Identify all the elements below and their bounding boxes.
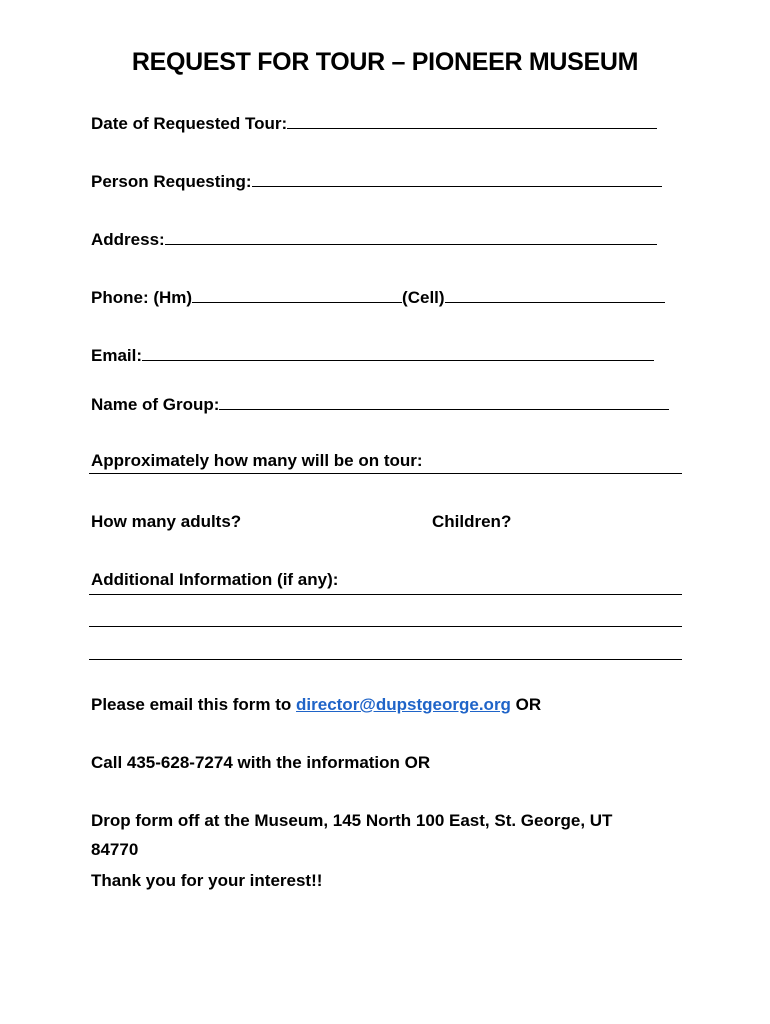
date-label: Date of Requested Tour: xyxy=(91,114,288,133)
email-field-row xyxy=(91,342,654,367)
email-instruction-prefix: Please email this form to xyxy=(91,695,297,714)
date-field-row xyxy=(91,110,657,135)
person-input-line[interactable] xyxy=(252,168,662,187)
group-input-line[interactable] xyxy=(219,391,669,410)
email-instruction-suffix: OR xyxy=(510,695,542,714)
additional-input-line-3[interactable] xyxy=(89,659,682,660)
approx-input-line[interactable] xyxy=(89,473,682,474)
phone-hm-label: Phone: (Hm) xyxy=(91,288,193,307)
phone-cell-input-line[interactable] xyxy=(445,284,665,303)
director-email-link[interactable]: director@dupstgeorge.org xyxy=(296,695,511,714)
additional-input-line-2[interactable] xyxy=(89,626,682,627)
drop-off-instruction: Drop form off at the Museum, 145 North 100 East, St. George, UT 84770 xyxy=(91,811,613,859)
address-input-line[interactable] xyxy=(165,226,657,245)
date-input-line[interactable] xyxy=(287,110,657,129)
email-input-line[interactable] xyxy=(142,342,654,361)
additional-label: Additional Information (if any): xyxy=(91,570,339,589)
person-field-row xyxy=(91,168,662,193)
phone-field-row xyxy=(91,284,665,309)
address-field-row xyxy=(91,226,657,251)
call-instruction: Call 435-628-7274 with the information OR xyxy=(91,753,431,772)
phone-cell-label: (Cell) xyxy=(402,288,445,307)
group-label: Name of Group: xyxy=(91,395,220,414)
phone-hm-input-line[interactable] xyxy=(192,284,402,303)
additional-input-line-1[interactable] xyxy=(89,594,682,595)
form-title: REQUEST FOR TOUR – PIONEER MUSEUM xyxy=(131,48,639,76)
adults-label: How many adults? xyxy=(91,512,242,531)
address-label: Address: xyxy=(91,230,165,249)
email-instruction xyxy=(91,694,541,716)
group-field-row xyxy=(91,391,669,416)
thank-you-text: Thank you for your interest!! xyxy=(91,871,323,890)
email-label: Email: xyxy=(91,346,143,365)
children-label: Children? xyxy=(432,512,512,531)
person-label: Person Requesting: xyxy=(91,172,252,191)
approx-label: Approximately how many will be on tour: xyxy=(91,451,423,470)
